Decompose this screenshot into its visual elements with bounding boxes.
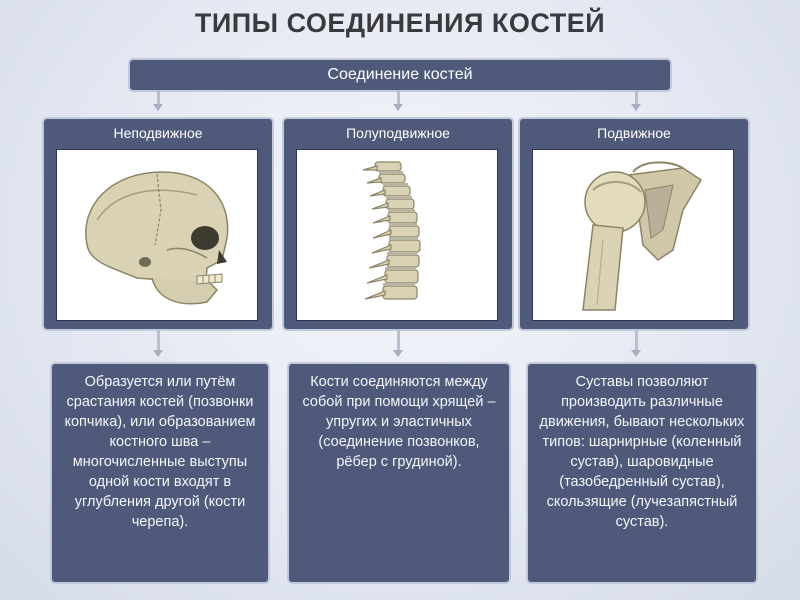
root-node: Соединение костей <box>128 58 672 92</box>
column-label: Полуподвижное <box>346 125 450 141</box>
shoulder-joint-image <box>532 149 734 321</box>
column-label: Подвижное <box>597 125 671 141</box>
connector-line <box>157 330 160 350</box>
arrow-icon <box>393 350 403 357</box>
connector-line <box>397 90 400 104</box>
description-movable: Суставы позволяют производить различные движения, бывают нескольких типов: шарнирные (коленный сустав), шаровидные (тазобедренный сустав), скользящие (лучезапястный сустав). <box>526 362 758 584</box>
arrow-icon <box>631 350 641 357</box>
connector-line <box>635 90 638 104</box>
column-immovable <box>42 117 274 331</box>
column-movable <box>518 117 750 331</box>
spine-image <box>296 149 498 321</box>
description-immovable: Образуется или путём срастания костей (позвонки копчика), или образованием костного шва – многочисленные выступы одной кости входят в углубления другой (кости черепа). <box>50 362 270 584</box>
column-semi-movable <box>282 117 514 331</box>
connector-line <box>157 90 160 104</box>
column-label: Неподвижное <box>113 125 203 141</box>
arrow-icon <box>153 350 163 357</box>
arrow-icon <box>153 104 163 111</box>
arrow-icon <box>393 104 403 111</box>
page-title: ТИПЫ СОЕДИНЕНИЯ КОСТЕЙ <box>194 8 606 38</box>
skull-image <box>56 149 258 321</box>
connector-line <box>635 330 638 350</box>
connector-line <box>397 330 400 350</box>
description-semi-movable: Кости соединяются между собой при помощи хрящей – упругих и эластичных (соединение позвонков, рёбер с грудиной). <box>287 362 511 584</box>
arrow-icon <box>631 104 641 111</box>
